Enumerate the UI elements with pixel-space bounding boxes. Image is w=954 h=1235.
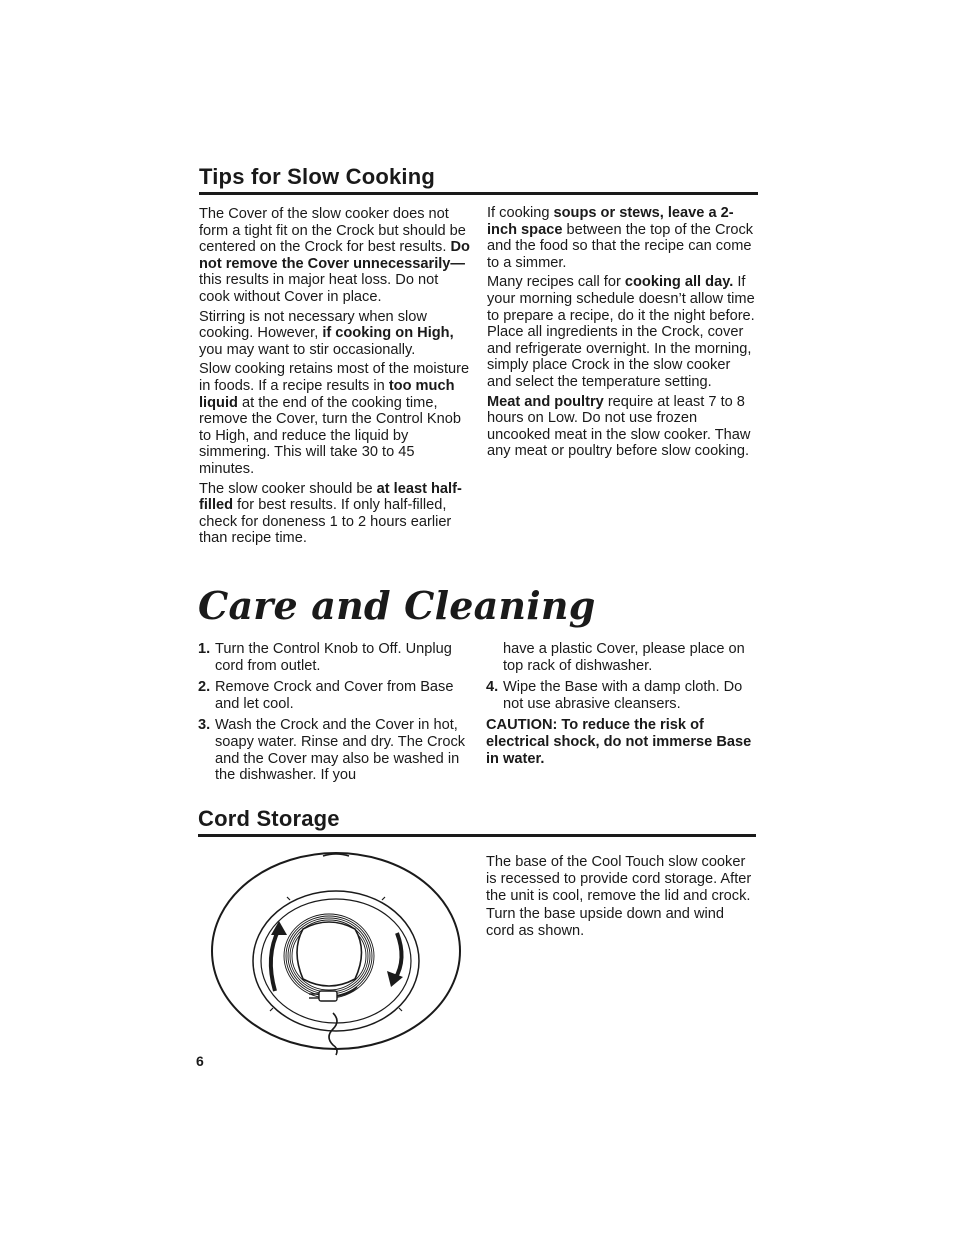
text-run: Stirring is not necessary when slow cooking. However, <box>199 308 427 342</box>
text-run: The slow cooker should be <box>199 480 377 497</box>
care-heading: Care and Cleaning <box>198 583 596 628</box>
step-number: 2. <box>198 679 211 696</box>
bold-phrase: soups or stews, leave a 2-inch space <box>487 205 734 238</box>
tip-paragraph <box>199 206 471 306</box>
tip-paragraph <box>487 274 755 390</box>
care-step-3 <box>198 717 470 783</box>
text-run: Many recipes call for <box>487 274 625 291</box>
cord-storage-text-block <box>486 854 756 943</box>
cord-storage-text: The base of the Cool Touch slow cooker is recessed to provide cord storage. After the unit is cool, remove the lid and crock. Turn the base upside down and wind cord as shown. <box>486 854 752 939</box>
text-run: Slow cooking retains most of the moisture in foods. If a recipe results in <box>199 361 470 394</box>
text-run: The Cover of the slow cooker does not form a tight fit on the Crock but should be centered on the Crock for best results. <box>199 206 466 256</box>
caution-notice: CAUTION: To reduce the risk of electrical shock, do not immerse Base in water. <box>486 717 752 767</box>
care-step-2 <box>198 679 470 712</box>
text-run: you may want to stir occasionally. <box>199 341 416 358</box>
tip-paragraph <box>199 309 471 359</box>
care-step-4 <box>486 679 758 712</box>
step-number: 3. <box>198 717 211 734</box>
step-text: Wipe the Base with a damp cloth. Do not use abrasive cleansers. <box>503 679 743 712</box>
tips-right-column <box>487 205 755 463</box>
text-run: for best results. If only half-filled, check for doneness 1 to 2 hours earlier than recipe time. <box>199 497 452 547</box>
tip-paragraph <box>487 205 755 271</box>
step-text: Turn the Control Knob to Off. Unplug cord from outlet. <box>215 641 452 674</box>
text-run: require at least 7 to 8 hours on Low. Do not use frozen uncooked meat in the slow cooker. Thaw any meat or poultry before slow cooking. <box>487 393 751 460</box>
step-text: Remove Crock and Cover from Base and let cool. <box>215 679 454 712</box>
cord-heading: Cord Storage <box>198 806 340 831</box>
text-run: this results in major heat loss. Do not cook without Cover in place. <box>199 272 439 305</box>
page-number: 6 <box>196 1053 204 1069</box>
care-steps-left <box>198 641 470 789</box>
text-run: If cooking <box>487 205 554 221</box>
care-step-1 <box>198 641 470 674</box>
text-run: between the top of the Crock and the food so that the recipe can come to a simmer. <box>487 221 754 271</box>
step-text: have a plastic Cover, please place on top rack of dishwasher. <box>503 641 745 674</box>
tip-paragraph <box>199 361 471 477</box>
bold-phrase: at least half-filled <box>199 480 462 514</box>
step-number: 4. <box>486 679 499 696</box>
tips-left-column <box>199 206 471 550</box>
cord-wind-diagram <box>205 851 467 1056</box>
tips-rule <box>199 192 758 195</box>
step-number: 1. <box>198 641 211 657</box>
step-text: Wash the Crock and the Cover in hot, soapy water. Rinse and dry. The Crock and the Cover may also be washed in the dishwasher. If you <box>215 717 466 784</box>
care-step-3-continued <box>486 641 758 674</box>
tip-paragraph <box>199 481 471 547</box>
text-run: If your morning schedule doesn’t allow time to prepare a recipe, do it the night before. Place all ingredients in the Crock, cover and refrigerate overnight. In the morning, simply place Crock in the slow cooker and select the temperature setting. <box>487 274 755 390</box>
tip-paragraph <box>487 394 755 460</box>
bold-phrase: Meat and poultry <box>487 393 604 410</box>
text-run: at the end of the cooking time, remove the Cover, turn the Control Knob to High, and reduce the liquid by simmering. This will take 30 to 45 minutes. <box>199 394 462 477</box>
bold-phrase: Do not remove the Cover unnecessarily— <box>199 239 470 272</box>
bold-phrase: if cooking on High, <box>322 325 454 342</box>
care-steps-right <box>486 641 758 767</box>
cord-rule <box>198 834 756 837</box>
cord-storage-illustration <box>205 851 467 1056</box>
tips-heading: Tips for Slow Cooking <box>199 164 436 189</box>
bold-phrase: cooking all day. <box>624 274 734 291</box>
bold-phrase: too much liquid <box>199 377 455 411</box>
